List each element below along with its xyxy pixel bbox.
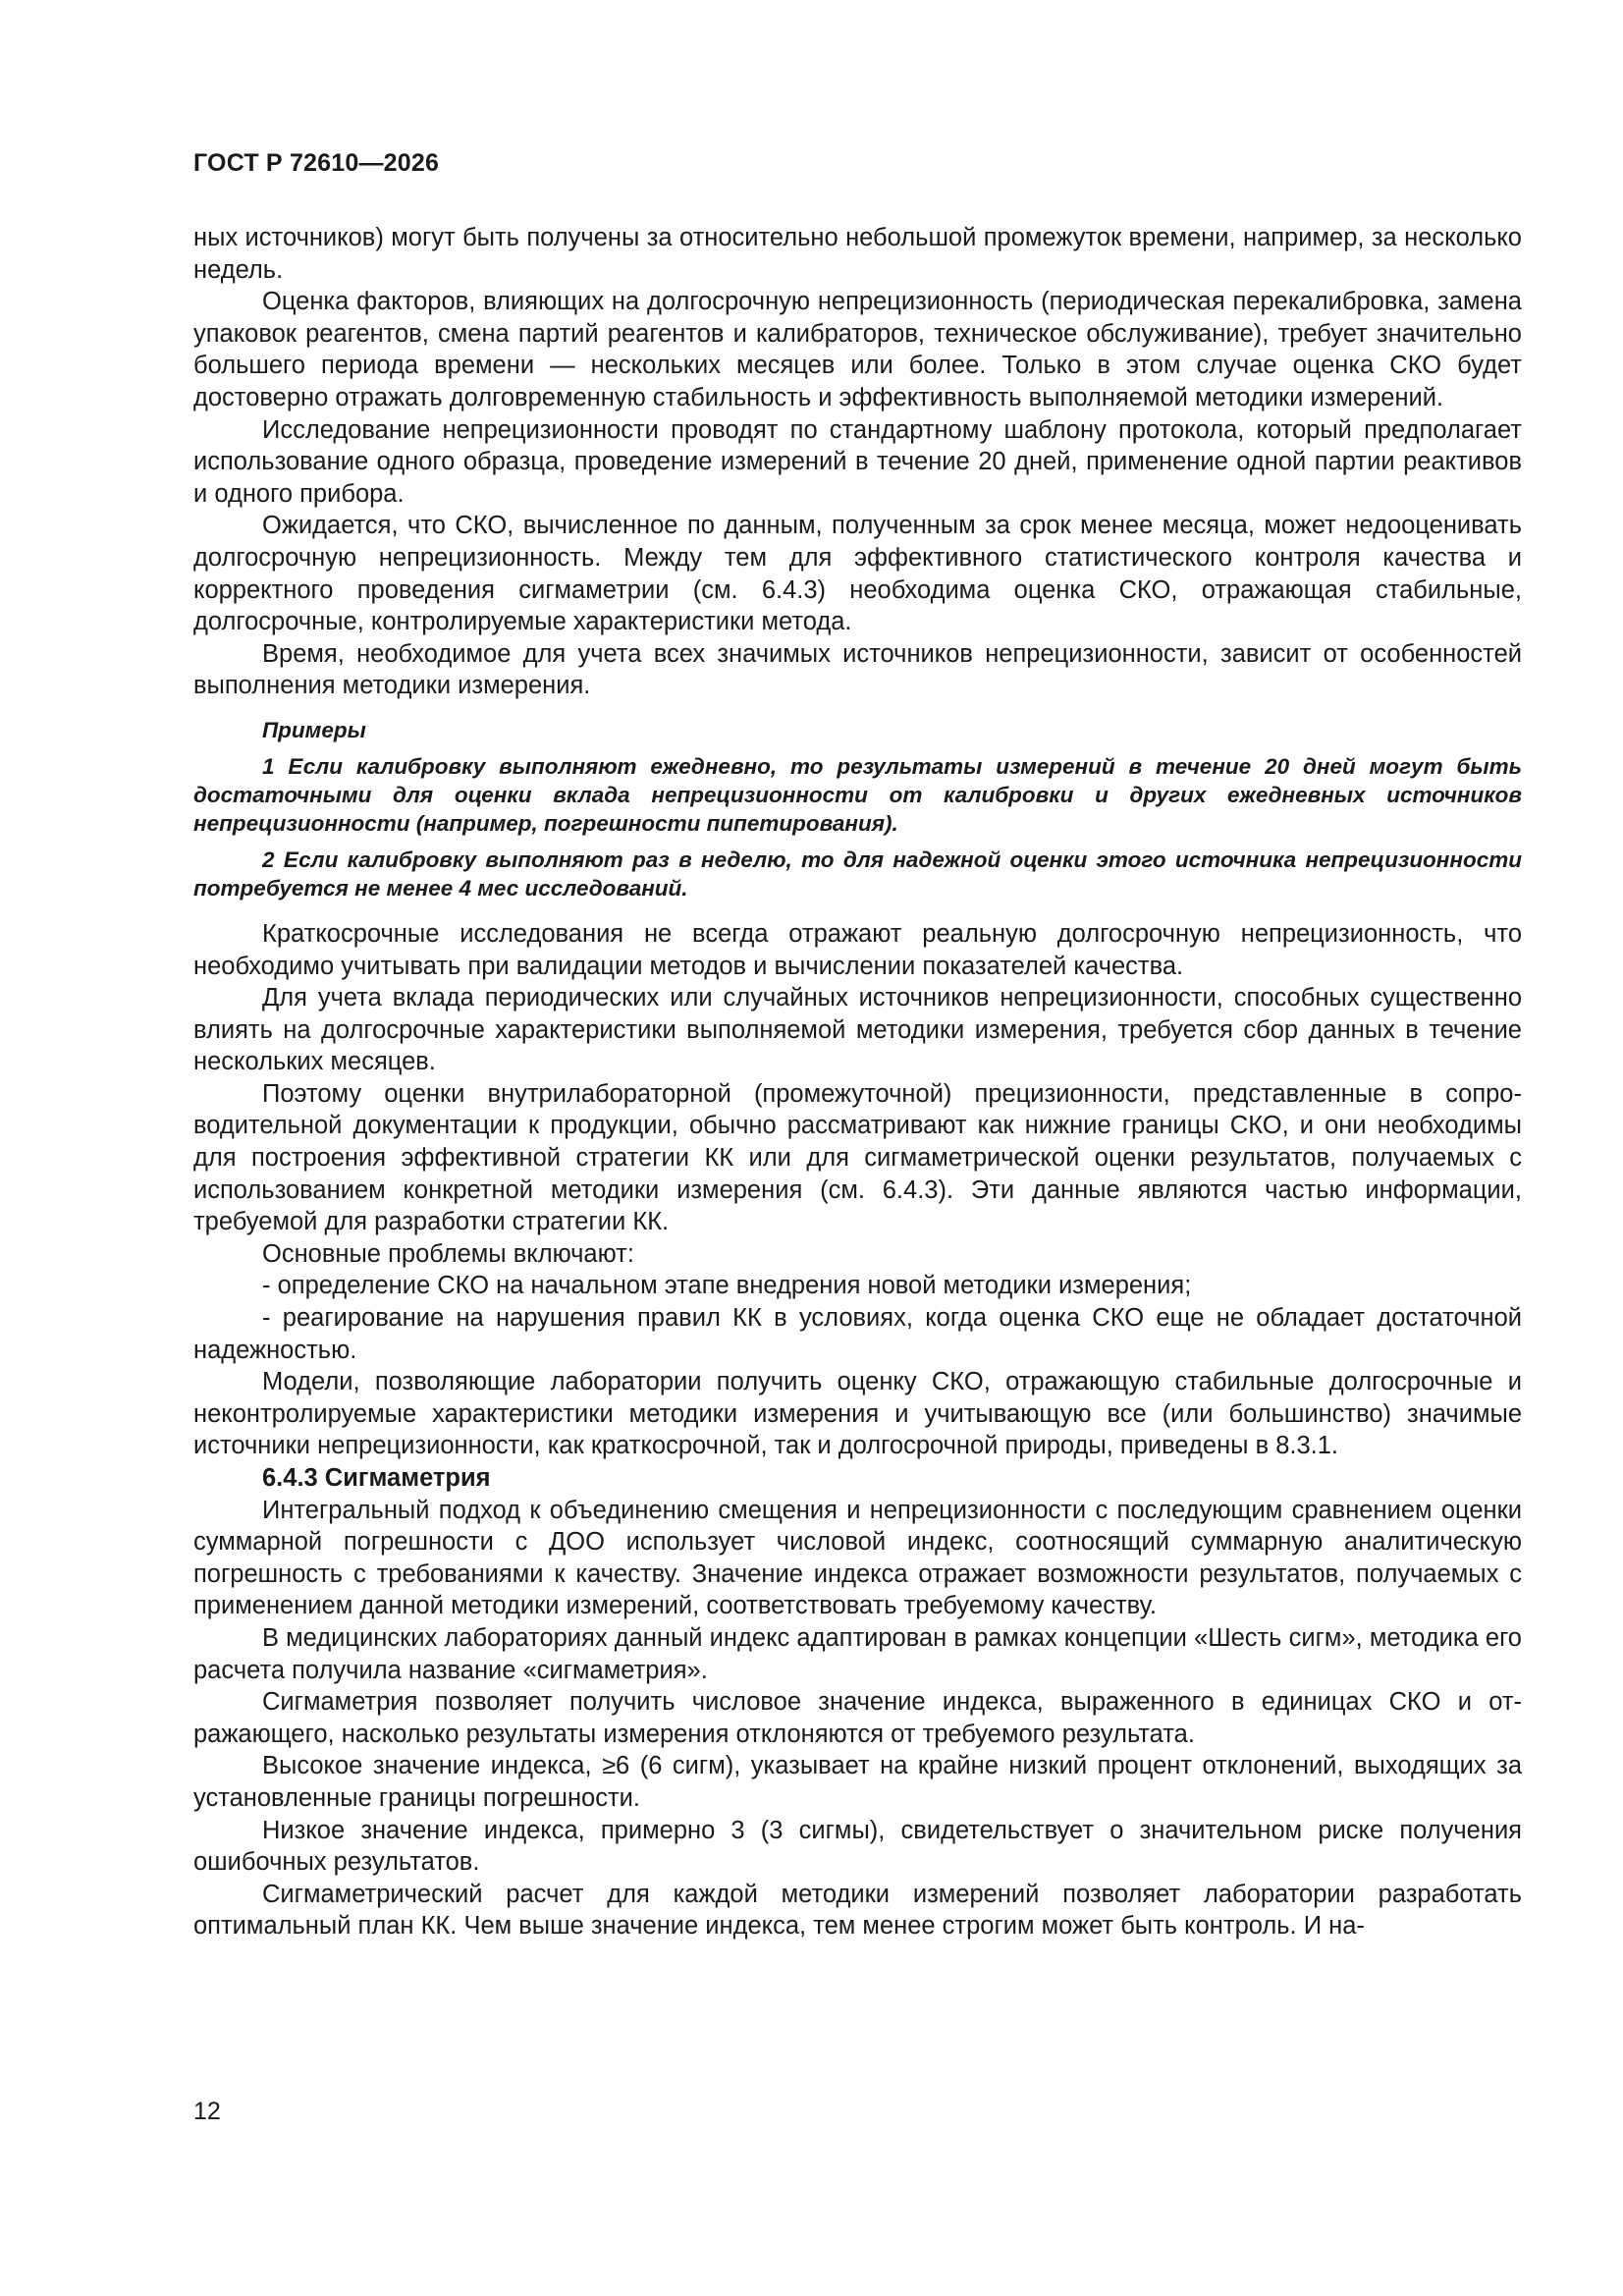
paragraph: Ожидается, что СКО, вычисленное по данным, полученным за срок менее месяца, может недооценивать долгосрочную непрецизионность. Между тем для эффективного статистического контроля качества и корректного проведения сигмаметрии (см. 6.4.3) необходима оценка СКО, отражающая стабильные, долгосрочные, контролируемые характеристики метода.: [193, 512, 1522, 636]
paragraph: Сигмаметрия позволяет получить числовое значение индекса, выраженного в единицах СКО и отражающего, насколько результаты измерения отклоняются от требуемого результата.: [193, 1688, 1522, 1748]
paragraph: Оценка факторов, влияющих на долгосрочную непрецизионность (периодическая перекалибровка, замена упаковок реагентов, смена партий реагентов и калибраторов, техническое обслуживание), требует значительно большего периода времени — нескольких месяцев или более. Только в этом случае оценка СКО будет достоверно отражать долговременную стабильность и эффективность выполняемой методики измерений.: [193, 288, 1522, 411]
paragraph: Поэтому оценки внутрилабораторной (промежуточной) прецизионности, представленные в сопроводительной документации к продукции, обычно рассматривают как нижние границы СКО, и они необходимы для построения эффективной стратегии КК или для сигмаметрической оценки результатов, получаемых с использованием конкретной методики измерения (см. 6.4.3). Эти данные являются частью информации, требуемой для разработки стратегии КК.: [193, 1079, 1522, 1236]
paragraph: В медицинских лабораториях данный индекс адаптирован в рамках концепции «Шесть сигм», методика его расчета получила название «сигмаметрия».: [193, 1623, 1522, 1684]
paragraph: Модели, позволяющие лаборатории получить оценку СКО, отражающую стабильные долгосрочные и неконтролируемые характеристики методики измерения и учитывающую все (или большинство) значимые источники непрецизионности, как краткосрочной, так и долгосрочной природы, приведены в 8.3.1.: [193, 1368, 1522, 1460]
paragraph: Основные проблемы включают:: [262, 1239, 634, 1268]
paragraph: Краткосрочные исследования не всегда отражают реальную долгосрочную непрецизионность, что необходимо учитывать при валидации методов и вычислении показателей качества.: [193, 919, 1522, 980]
list-item: - определение СКО на начальном этапе внедрения новой методики измерения;: [262, 1272, 1192, 1300]
paragraph: Высокое значение индекса, ≥6 (6 сигм), указывает на крайне низкий процент отклонений, выходящих за установленные границы погрешности.: [193, 1752, 1522, 1812]
examples-heading: Примеры: [262, 717, 366, 742]
page-body: [193, 222, 1522, 1942]
paragraph: Интегральный подход к объединению смещения и непрецизионности с последующим сравнением оценки суммарной погрешности с ДОО использует числовой индекс, соотносящий суммарную аналитическую погрешность с требованиями к качеству. Значение индекса отражает возможности результатов, получаемых с применением данной методики измерений, соответствовать требуемому качеству.: [193, 1496, 1522, 1620]
paragraph: Время, необходимое для учета всех значимых источников непрецизионности, зависит от особенностей выполнения методики измерения.: [193, 639, 1522, 700]
example-item: 1 Если калибровку выполняют ежедневно, то результаты измерений в течение 20 дней могут быть достаточными для оценки вклада непрецизионности от калибровки и других ежедневных источников непрецизионности (например, погрешности пипетирования).: [193, 753, 1522, 836]
list-item: - реагирование на нарушения правил КК в условиях, когда оценка СКО еще не обладает достаточной надежностью.: [193, 1304, 1522, 1364]
document-header: ГОСТ Р 72610—2026: [193, 149, 440, 177]
page-number: 12: [193, 2098, 221, 2125]
example-item: 2 Если калибровку выполняют раз в неделю, то для надежной оценки этого источника непрецизионности потребуется не менее 4 мес исследований.: [193, 847, 1522, 901]
paragraph: Для учета вклада периодических или случайных источников непрецизионности, способных существенно влиять на долгосрочные характеристики выполняемой методики измерения, требуется сбор данных в течение нескольких месяцев.: [193, 984, 1522, 1076]
paragraph: Низкое значение индекса, примерно 3 (3 сигмы), свидетельствует о значительном риске получения ошибочных результатов.: [193, 1816, 1522, 1877]
examples-block: [193, 716, 1522, 902]
paragraph: ных источников) могут быть получены за относительно небольшой промежуток времени, например, за несколько недель.: [193, 224, 1522, 284]
paragraph: Сигмаметрический расчет для каждой методики измерений позволяет лаборатории разработать оптимальный план КК. Чем выше значение индекса, тем менее строгим может быть контроль. И на-: [193, 1880, 1522, 1941]
section-heading: 6.4.3 Сигмаметрия: [262, 1464, 491, 1492]
paragraph: Исследование непрецизионности проводят по стандартному шаблону протокола, который предполагает использование одного образца, проведение измерений в течение 20 дней, применение одной партии реактивов и одного прибора.: [193, 415, 1522, 508]
